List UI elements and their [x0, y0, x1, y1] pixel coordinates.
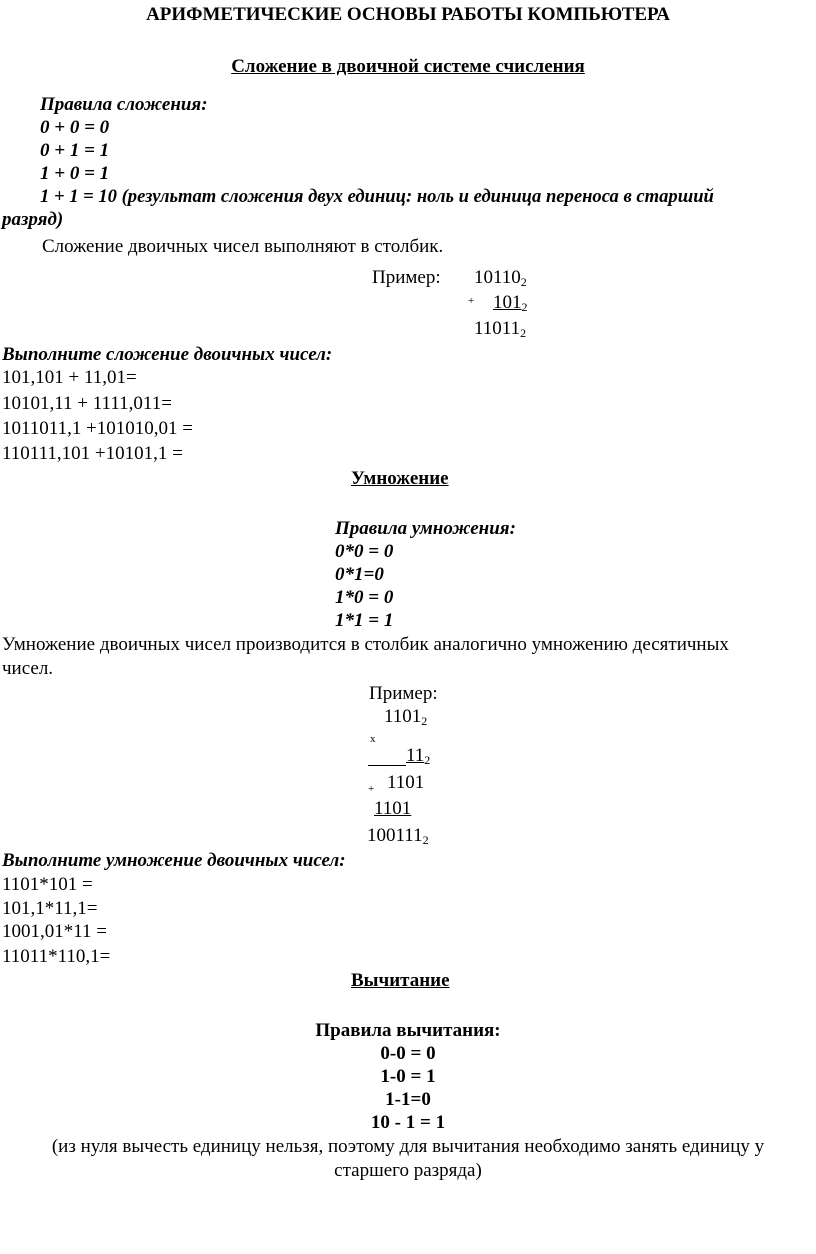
subtraction-rule-3: 1-1=0 [385, 1089, 431, 1110]
multiplication-task-3: 1001,01*11 = [2, 921, 108, 942]
addition-task-title: Выполните сложение двоичных чисел: [2, 344, 333, 365]
underline [368, 765, 406, 766]
addition-operand-a: $10110_2$ [474, 267, 527, 289]
multiplication-rules-title: Правила умножения: [335, 518, 516, 539]
addition-task-3: 1011011,1 +101010,01 = [2, 418, 194, 439]
multiplication-text-continued: чисел. [2, 658, 54, 679]
multiplication-text: Умножение двоичных чисел производится в столбик аналогично умножению десятичных [2, 634, 729, 655]
times-sign: x [370, 733, 376, 745]
multiplication-task-2: 101,1*11,1= [2, 898, 98, 919]
addition-heading: Сложение в двоичной системе счисления [231, 56, 585, 77]
subtraction-note: (из нуля вычесть единицу нельзя, поэтому для вычитания необходимо занять единицу у [51, 1136, 765, 1157]
multiplication-rule-4: 1*1 = 1 [335, 610, 394, 631]
addition-column-text: Сложение двоичных чисел выполняют в столбик. [42, 236, 444, 257]
subtraction-rule-4: 10 - 1 = 1 [370, 1112, 446, 1133]
subtraction-heading: Вычитание [351, 970, 450, 991]
multiplication-rule-2: 0*1=0 [335, 564, 384, 585]
subtraction-note-continued: старшего разряда) [334, 1160, 482, 1181]
addition-operand-b: $101_2$ [493, 292, 528, 314]
multiplication-heading: Умножение [351, 468, 449, 489]
plus-sign: + [368, 783, 375, 795]
plus-sign: + [468, 295, 475, 307]
addition-example-label: Пример: [372, 267, 441, 288]
subtraction-rule-2: 1-0 = 1 [380, 1066, 436, 1087]
addition-task-2: 10101,11 + 1111,011= [2, 393, 172, 414]
addition-task-4: 110111,101 +10101,1 = [2, 443, 183, 464]
addition-result: $11011_2$ [474, 318, 527, 340]
multiplication-example-label: Пример: [369, 683, 438, 704]
addition-rule-4: 1 + 1 = 10 (результат сложения двух единиц: ноль и единица переноса в старший [40, 186, 714, 207]
addition-rule-3: 1 + 0 = 1 [40, 163, 110, 184]
multiplication-rule-1: 0*0 = 0 [335, 541, 394, 562]
multiplication-task-1: 1101*101 = [2, 874, 93, 895]
multiplication-task-title: Выполните умножение двоичных чисел: [2, 850, 346, 871]
partial-product-2: 1101 [374, 798, 412, 819]
multiplication-task-4: 11011*110,1= [2, 946, 111, 967]
partial-product-1: 1101 [387, 772, 425, 793]
multiplication-rule-3: 1*0 = 0 [335, 587, 394, 608]
subtraction-rules-title: Правила вычитания: [315, 1020, 501, 1041]
subtraction-rule-1: 0-0 = 0 [380, 1043, 436, 1064]
page-title: АРИФМЕТИЧЕСКИЕ ОСНОВЫ РАБОТЫ КОМПЬЮТЕРА [146, 4, 670, 25]
addition-task-1: 101,101 + 11,01= [2, 367, 137, 388]
addition-rule-1: 0 + 0 = 0 [40, 117, 110, 138]
addition-rule-2: 0 + 1 = 1 [40, 140, 110, 161]
multiplication-operand-b: $11_2$ [406, 745, 431, 767]
multiplication-result: $100111_2$ [367, 825, 429, 847]
addition-rules-title: Правила сложения: [40, 94, 208, 115]
addition-rule-4-continued: разряд) [2, 209, 64, 230]
multiplication-operand-a: $1101_2$ [384, 706, 428, 728]
